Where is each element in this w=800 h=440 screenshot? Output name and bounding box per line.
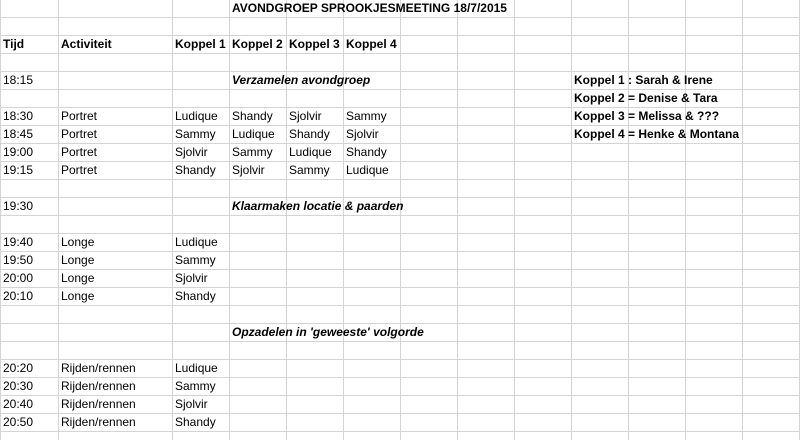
cell-koppel-1[interactable]: Shandy [175,415,216,429]
cell-activiteit[interactable]: Longe [61,235,95,249]
table-row [0,162,800,180]
header-koppel-2[interactable]: Koppel 2 [232,37,283,51]
table-row [0,252,800,270]
table-row [0,198,800,216]
cell-activiteit[interactable]: Longe [61,271,95,285]
cell-note[interactable]: Verzamelen avondgroep [232,73,371,87]
cell-koppel-1[interactable]: Sammy [175,379,216,393]
cell-tijd[interactable]: 18:30 [3,109,34,123]
table-row [0,360,800,378]
cell-activiteit[interactable]: Longe [61,289,95,303]
sheet-row [0,180,800,198]
cell-koppel-1[interactable]: Ludique [175,235,218,249]
cell-koppel-4[interactable]: Shandy [346,145,387,159]
cell-activiteit[interactable]: Portret [61,163,98,177]
cell-activiteit[interactable]: Rijden/rennen [61,415,136,429]
header-koppel-4[interactable]: Koppel 4 [346,37,397,51]
cell-activiteit[interactable]: Rijden/rennen [61,361,136,375]
cell-activiteit[interactable]: Portret [61,127,98,141]
table-row [0,414,800,432]
cell-koppel-2[interactable]: Ludique [232,127,275,141]
sheet-row [0,54,800,72]
cell-tijd[interactable]: 20:00 [3,271,34,285]
cell-activiteit[interactable]: Longe [61,253,95,267]
sheet-row [0,0,800,18]
table-row [0,72,800,90]
cell-koppel-1[interactable]: Shandy [175,163,216,177]
table-row [0,270,800,288]
cell-koppel-3[interactable]: Sjolvir [289,109,322,123]
cell-koppel-1[interactable]: Sammy [175,253,216,267]
cell-tijd[interactable]: 20:30 [3,379,34,393]
header-row [0,36,800,54]
table-row [0,126,800,144]
cell-koppel-3[interactable]: Ludique [289,145,332,159]
header-tijd[interactable]: Tijd [3,37,25,51]
cell-koppel-1[interactable]: Sjolvir [175,397,208,411]
cell-tijd[interactable]: 19:30 [3,199,34,213]
cell-tijd[interactable]: 18:15 [3,73,34,87]
cell-tijd[interactable]: 20:20 [3,361,34,375]
sheet-row [0,90,800,108]
cell-koppel-4[interactable]: Ludique [346,163,389,177]
sheet-row [0,306,800,324]
cell-activiteit[interactable]: Portret [61,145,98,159]
legend-koppel-4[interactable]: Koppel 4 = Henke & Montana [574,127,740,141]
cell-koppel-1[interactable]: Sammy [175,127,216,141]
cell-koppel-1[interactable]: Ludique [175,361,218,375]
sheet-title[interactable]: AVONDGROEP SPROOKJESMEETING 18/7/2015 [232,1,507,15]
cell-koppel-2[interactable]: Sjolvir [232,163,265,177]
sheet-row [0,216,800,234]
cell-tijd[interactable]: 20:50 [3,415,34,429]
cell-tijd[interactable]: 20:10 [3,289,34,303]
cell-koppel-1[interactable]: Ludique [175,109,218,123]
cell-koppel-4[interactable]: Sammy [346,109,387,123]
table-row [0,396,800,414]
cell-tijd[interactable]: 18:45 [3,127,34,141]
cell-koppel-1[interactable]: Sjolvir [175,271,208,285]
table-row [0,378,800,396]
cell-koppel-2[interactable]: Shandy [232,109,273,123]
cell-koppel-4[interactable]: Sjolvir [346,127,379,141]
table-row [0,234,800,252]
cell-activiteit[interactable]: Rijden/rennen [61,397,136,411]
legend-koppel-2[interactable]: Koppel 2 = Denise & Tara [574,91,718,105]
cell-tijd[interactable]: 19:50 [3,253,34,267]
table-row [0,324,800,342]
cell-koppel-1[interactable]: Shandy [175,289,216,303]
cell-note[interactable]: Opzadelen in 'geweeste' volgorde [232,325,424,339]
header-activiteit[interactable]: Activiteit [61,37,112,51]
cell-note[interactable]: Klaarmaken locatie & paarden [232,199,404,213]
table-row [0,144,800,162]
header-koppel-1[interactable]: Koppel 1 [175,37,226,51]
cell-tijd[interactable]: 19:00 [3,145,34,159]
cell-tijd[interactable]: 19:40 [3,235,34,249]
cell-koppel-1[interactable]: Sjolvir [175,145,208,159]
legend-koppel-3[interactable]: Koppel 3 = Melissa & ??? [574,109,720,123]
cell-activiteit[interactable]: Rijden/rennen [61,379,136,393]
cell-koppel-3[interactable]: Sammy [289,163,330,177]
cell-koppel-2[interactable]: Sammy [232,145,273,159]
table-row [0,288,800,306]
sheet-row [0,18,800,36]
table-row [0,108,800,126]
header-koppel-3[interactable]: Koppel 3 [289,37,340,51]
cell-tijd[interactable]: 20:40 [3,397,34,411]
cell-tijd[interactable]: 19:15 [3,163,34,177]
cell-koppel-3[interactable]: Shandy [289,127,330,141]
sheet-row [0,342,800,360]
legend-koppel-1[interactable]: Koppel 1 : Sarah & Irene [574,73,713,87]
cell-activiteit[interactable]: Portret [61,109,98,123]
